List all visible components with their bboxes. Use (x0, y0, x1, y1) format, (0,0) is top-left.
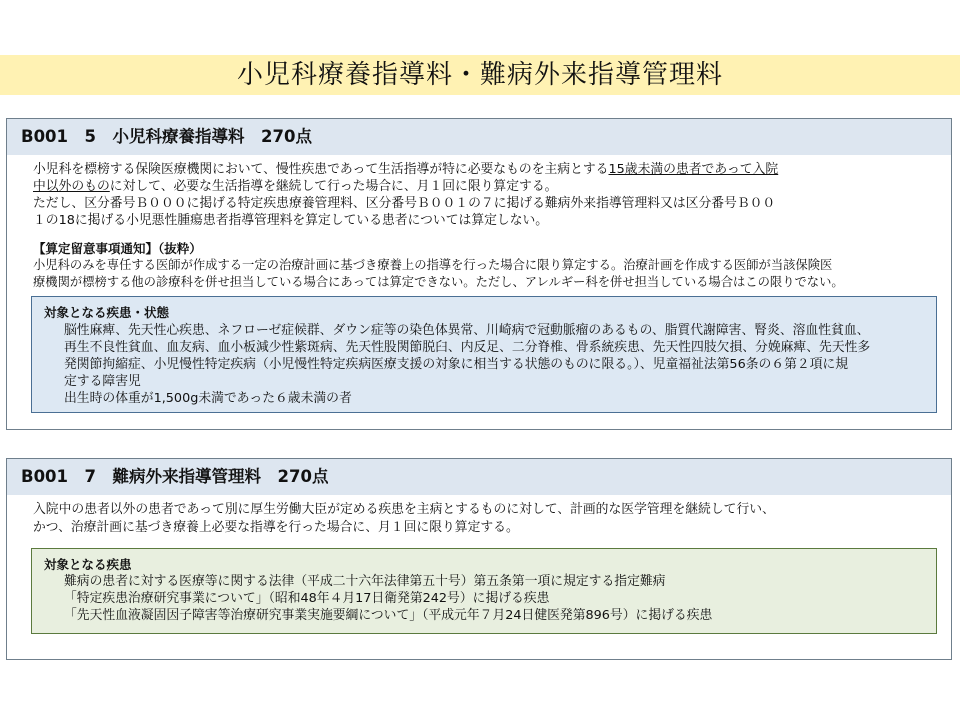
target-disease-line: 「特定疾患治療研究事業について」（昭和48年４月17日衛発第242号）に掲げる疾患 (64, 591, 550, 606)
target-condition-line: 脳性麻痺、先天性心疾患、ネフローゼ症候群、ダウン症等の染色体異常、川崎病で冠動脈瘤のあるもの、脂質代謝障害、腎炎、溶血性貧血、 (64, 323, 870, 338)
section-paragraph-line: かつ、治療計画に基づき療養上必要な指導を行った場合に、月１回に限り算定する。 (33, 520, 519, 535)
notice-line: 療機関が標榜する他の診療科を併せ担当している場合にあっては算定できない。ただし、アレルギー科を併せ担当している場合はこの限りでない。 (33, 275, 844, 289)
target-condition-line: 定する障害児 (64, 374, 141, 389)
section-paragraph-line: 入院中の患者以外の患者であって別に厚生労働大臣が定める疾患を主病とするものに対して、計画的な医学管理を継続して行い、 (33, 502, 775, 517)
section-paragraph-line: １の18に掲げる小児悪性腫瘍患者指導管理料を算定している患者については算定しない。 (33, 213, 549, 228)
section-paragraph-line: 小児科を標榜する保険医療機関において、慢性疾患であって生活指導が特に必要なものを主病とする15歳未満の患者であって入院 (33, 162, 779, 177)
target-diseases-box (31, 548, 937, 634)
target-disease-line: 「先天性血液凝固因子障害等治療研究事業実施要綱について」（平成元年７月24日健医発第896号）に掲げる疾患 (64, 608, 713, 623)
target-diseases-heading: 対象となる疾患 (44, 557, 132, 572)
page-title: 小児科療養指導料・難病外来指導管理料 (236, 60, 723, 90)
target-disease-line: 難病の患者に対する医療等に関する法律（平成二十六年法律第五十号）第五条第一項に規定する指定難病 (64, 574, 666, 589)
section-header (7, 119, 951, 155)
notice-line: 小児科のみを専任する医師が作成する一定の治療計画に基づき療養上の指導を行った場合に限り算定する。治療計画を作成する医師が当該保険医 (33, 258, 833, 272)
section-intractable-disease (6, 458, 952, 660)
section-header (7, 459, 951, 495)
target-condition-line: 発関節拘縮症、小児慢性特定疾病（小児慢性特定疾病医療支援の対象に相当する状態のものに限る。）、児童福祉法第56条の６第２項に規 (64, 357, 849, 372)
notice-heading: 【算定留意事項通知】（抜粋） (33, 241, 202, 256)
section-pediatric-guidance (6, 118, 952, 430)
target-condition-line: 再生不良性貧血、血友病、血小板減少性紫斑病、先天性股関節脱臼、内反足、二分脊椎、骨系統疾患、先天性四肢欠損、分娩麻痺、先天性多 (64, 340, 871, 355)
target-conditions-box (31, 296, 937, 413)
section-code-title: B001 7 難病外来指導管理料 270点 (21, 467, 329, 486)
section-paragraph-line: 中以外のものに対して、必要な生活指導を継続して行った場合に、月１回に限り算定する。 (33, 179, 558, 194)
section-paragraph-line: ただし、区分番号Ｂ０００に掲げる特定疾患療養管理料、区分番号Ｂ００１の７に掲げる難病外来指導管理料又は区分番号Ｂ００ (33, 196, 776, 211)
target-condition-line: 出生時の体重が1,500g未満であった６歳未満の者 (64, 391, 352, 406)
section-code-title: B001 5 小児科療養指導料 270点 (21, 127, 312, 146)
target-conditions-heading: 対象となる疾患・状態 (44, 305, 170, 320)
